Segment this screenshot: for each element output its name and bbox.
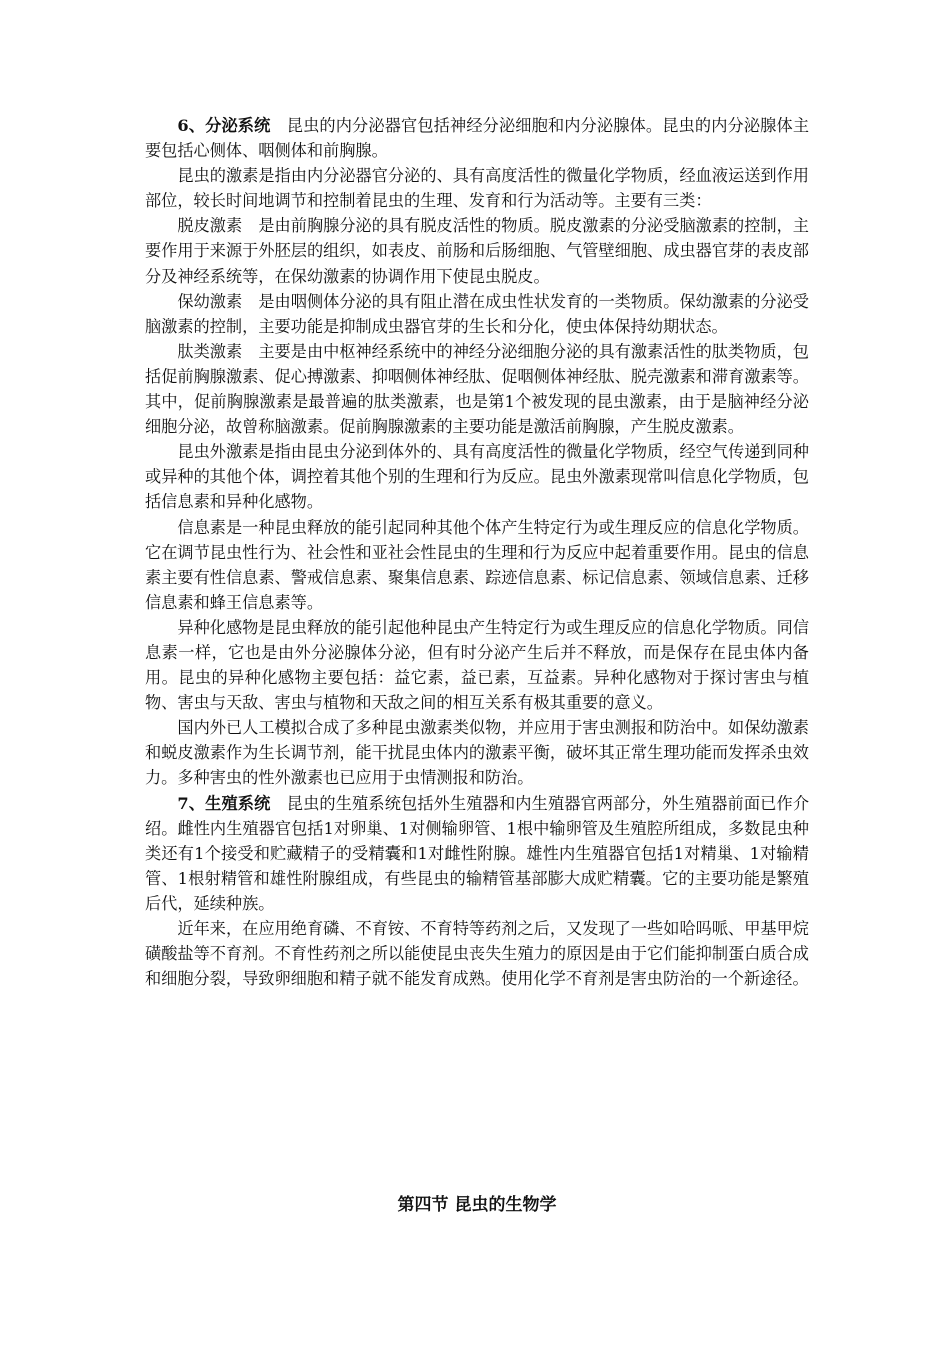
paragraph-juvenile-hormone [145,289,809,339]
paragraph-text: 昆虫的内分泌器官包括神经分泌细胞和内分泌腺体。昆虫的内分泌腺体主要包括心侧体、咽侧体和前胸腺。 [145,116,810,161]
paragraph-pheromones-intro [145,439,809,514]
paragraph-reproductive-system [145,791,809,916]
paragraph-secretory-system [145,113,809,163]
paragraph-hormones-intro [145,163,809,213]
paragraph-hormone-analogs [145,715,809,790]
term-juvenile-hormone: 保幼激素 [177,291,243,311]
paragraph-chemosterilants [145,916,809,991]
heading-reproductive-system: 7、生殖系统 [177,793,271,813]
paragraph-text: 近年来，在应用绝育磷、不育铵、不育特等药剂之后，又发现了一些如哈吗哌、甲基甲烷磺酸盐等不育剂。不育性药剂之所以能使昆虫丧失生殖力的原因是由于它们能抑制蛋白质合成和细胞分裂，导致卵细胞和精子就不能发育成熟。使用化学不育剂是害虫防治的一个新途径。 [145,919,809,989]
paragraph-text: 是由咽侧体分泌的具有阻止潜在成虫性状发育的一类物质。保幼激素的分泌受脑激素的控制，主要功能是抑制成虫器官芽的生长和分化，使虫体保持幼期状态。 [145,291,809,336]
term-ecdysone: 脱皮激素 [177,216,243,236]
paragraph-text: 昆虫的激素是指由内分泌器官分泌的、具有高度活性的微量化学物质，经血液运送到作用部位，较长时间地调节和控制着昆虫的生理、发育和行为活动等。主要有三类： [145,166,809,211]
paragraph-peptide-hormones [145,339,809,439]
document-body [145,113,809,991]
section-heading: 第四节 昆虫的生物学 [397,1195,557,1215]
paragraph-text: 主要是由中枢神经系统中的神经分泌细胞分泌的具有激素活性的肽类物质，包括促前胸腺激素、促心搏激素、抑咽侧体神经肽、促咽侧体神经肽、脱壳激素和滞育激素等。其中，促前胸腺激素是最普遍的肽类激素，也是第1个被发现的昆虫激素，由于是脑神经分泌细胞分泌，故曾称脑激素。促前胸腺激素的主要功能是激活前胸腺，产生脱皮激素。 [145,341,809,437]
term-peptide-hormones: 肽类激素 [177,341,243,361]
paragraph-allelochemicals [145,615,809,715]
paragraph-text: 是由前胸腺分泌的具有脱皮活性的物质。脱皮激素的分泌受脑激素的控制，主要作用于来源于外胚层的组织，如表皮、前肠和后肠细胞、气管壁细胞、成虫器官芽的表皮部分及神经系统等，在保幼激素的协调作用下使昆虫脱皮。 [145,216,809,286]
paragraph-text: 信息素是一种昆虫释放的能引起同种其他个体产生特定行为或生理反应的信息化学物质。它在调节昆虫性行为、社会性和亚社会性昆虫的生理和行为反应中起着重要作用。昆虫的信息素主要有性信息素、警戒信息素、聚集信息素、踪迹信息素、标记信息素、领域信息素、迁移信息素和蜂王信息素等。 [145,517,809,612]
paragraph-ecdysone [145,213,809,288]
paragraph-text: 异种化感物是昆虫释放的能引起他种昆虫产生特定行为或生理反应的信息化学物质。同信息素一样，它也是由外分泌腺体分泌，但有时分泌产生后并不释放，而是保存在昆虫体内备用。昆虫的异种化感物主要包括：益它素，益已素，互益素。异种化感物对于探讨害虫与植物、害虫与天敌、害虫与植物和天敌之间的相互关系有极其重要的意义。 [145,617,809,713]
paragraph-pheromones [145,515,809,615]
paragraph-text: 昆虫外激素是指由昆虫分泌到体外的、具有高度活性的微量化学物质，经空气传递到同种或异种的其他个体，调控着其他个别的生理和行为反应。昆虫外激素现常叫信息化学物质，包括信息素和异种化感物。 [145,442,809,512]
paragraph-text: 国内外已人工模拟合成了多种昆虫激素类似物，并应用于害虫测报和防治中。如保幼激素和蜕皮激素作为生长调节剂，能干扰昆虫体内的激素平衡，破坏其正常生理功能而发挥杀虫效力。多种害虫的性外激素也已应用于虫情测报和防治。 [145,718,809,788]
paragraph-text: 昆虫的生殖系统包括外生殖器和内生殖器官两部分，外生殖器前面已作介绍。雌性内生殖器官包括1对卵巢、1对侧输卵管、1根中输卵管及生殖腔所组成，多数昆虫种类还有1个接受和贮藏精子的受精囊和1对雌性附腺。雄性内生殖器官包括1对精巢、1对输精管、1根射精管和雄性附腺组成，有些昆虫的输精管基部膨大成贮精囊。它的主要功能是繁殖后代，延续种族。 [145,793,810,913]
heading-secretory-system: 6、分泌系统 [177,116,271,135]
